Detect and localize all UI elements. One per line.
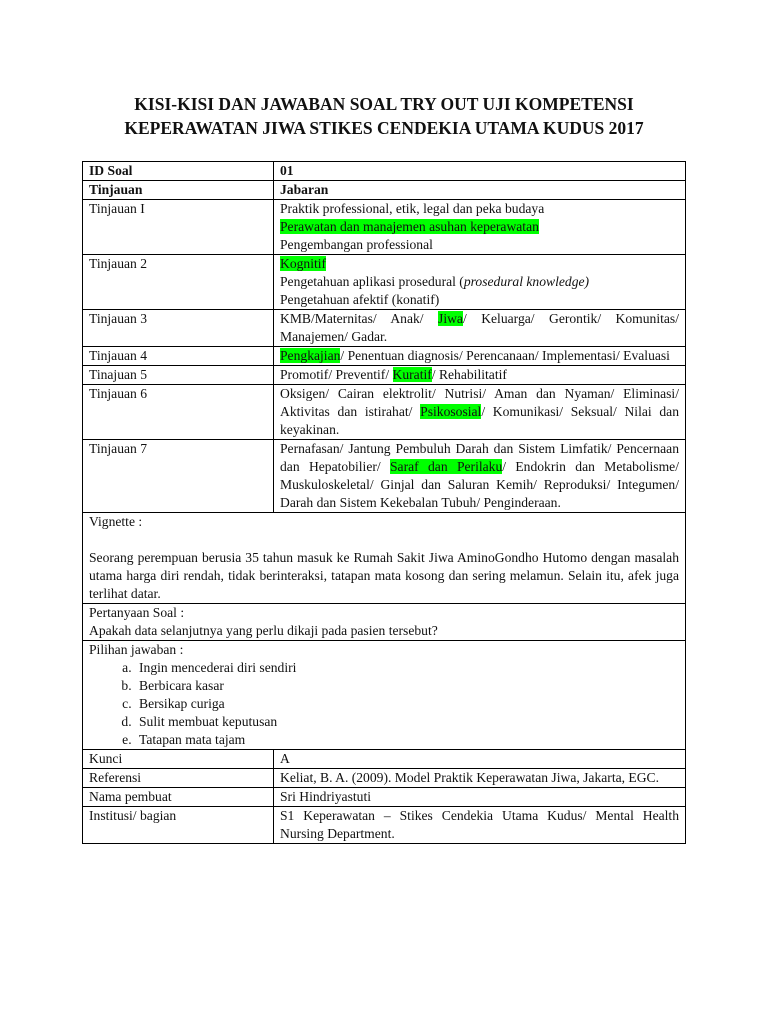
tinjauan-7-label: Tinjauan 7 [83,440,274,513]
id-value: 01 [274,162,686,181]
t7-highlight: Saraf dan Perilaku [390,459,503,474]
tinjauan-2-row [83,255,686,310]
tinjauan-5-row [83,366,686,385]
id-row [83,162,686,181]
tinjauan-2-label: Tinjauan 2 [83,255,274,310]
t6-highlight: Psikososial [420,404,482,419]
pembuat-label: Nama pembuat [83,788,274,807]
choice-item: a. Ingin mencederai diri sendiri [135,659,679,677]
t6-text-post: / Komunikasi/ Seksual/ Nilai dan keyakinan. [280,404,680,437]
document-title [0,92,768,140]
header-row [83,181,686,200]
t2-line-2-text: Pengetahuan aplikasi prosedural ( [280,274,464,289]
tinjauan-2-content [274,255,686,310]
institusi-label: Institusi/ bagian [83,807,274,844]
tinjauan-4-label: Tinjauan 4 [83,347,274,366]
t4-text-post: / Penentuan diagnosis/ Perencanaan/ Implementasi/ Evaluasi [340,348,670,363]
question-label: Pertanyaan Soal : [89,605,185,620]
tinjauan-3-content [274,310,686,347]
t5-highlight: Kuratif [392,367,432,382]
tinjauan-4-row [83,347,686,366]
referensi-row [83,769,686,788]
tinjauan-1-row [83,200,686,255]
tinjauan-4-content [274,347,686,366]
pembuat-row [83,788,686,807]
kunci-value: A [274,750,686,769]
header-tinjauan: Tinjauan [83,181,274,200]
question-cell [83,604,686,641]
pembuat-value: Sri Hindriyastuti [274,788,686,807]
tinjauan-3-label: Tinjauan 3 [83,310,274,347]
title-line-1: KISI-KISI DAN JAWABAN SOAL TRY OUT UJI KOMPETENSI [134,94,634,114]
choices-list [89,659,679,749]
tinjauan-6-row [83,385,686,440]
t6-text-pre: Oksigen/ Cairan elektrolit/ Nutrisi/ Aman dan Nyaman/ Eliminasi/ Aktivitas dan istirahat/ [280,386,679,419]
tinjauan-1-content [274,200,686,255]
institusi-value: S1 Keperawatan – Stikes Cendekia Utama Kudus/ Mental Health Nursing Department. [274,807,686,844]
t5-text-post: / Rehabilitatif [431,367,507,382]
tinjauan-6-label: Tinjauan 6 [83,385,274,440]
institusi-row [83,807,686,844]
t3-text-post: / Keluarga/ Gerontik/ Komunitas/ Manajemen/ Gadar. [280,311,679,344]
choices-cell [83,641,686,750]
kunci-row [83,750,686,769]
vignette-label: Vignette : [89,514,143,529]
t3-highlight: Jiwa [438,311,463,326]
vignette-cell [83,513,686,604]
t4-highlight: Pengkajian [280,348,341,363]
t2-line-1-highlight: Kognitif [280,256,327,271]
choices-row [83,641,686,750]
vignette-text: Seorang perempuan berusia 35 tahun masuk ke Rumah Sakit Jiwa AminoGondho Hutomo dengan masalah utama harga diri rendah, tidak berinteraksi, tatapan mata kosong dan sering melamun. Selain itu, afek juga terlihat datar. [89,550,679,601]
t7-text-post: / Endokrin dan Metabolisme/ Muskuloskeletal/ Ginjal dan Saluran Kemih/ Reproduksi/ Integumen/ Darah dan Sistem Kekebalan Tubuh/ Penginderaan. [280,459,679,510]
t1-line-1: Praktik professional, etik, legal dan peka budaya [280,201,545,216]
t7-text-pre: Pernafasan/ Jantung Pembuluh Darah dan Sistem Limfatik/ Pencernaan dan Hepatobilier/ [280,441,679,474]
tinjauan-1-label: Tinjauan I [83,200,274,255]
tinjauan-3-row [83,310,686,347]
tinjauan-6-content [274,385,686,440]
tinjauan-7-content [274,440,686,513]
tinjauan-7-row [83,440,686,513]
t3-text-pre: KMB/Maternitas/ Anak/ [280,311,439,326]
choice-item: b. Berbicara kasar [135,677,679,695]
title-line-2: KEPERAWATAN JIWA STIKES CENDEKIA UTAMA KUDUS 2017 [124,118,644,138]
t2-line-3: Pengetahuan afektif (konatif) [280,292,440,307]
t1-line-3: Pengembangan professional [280,237,433,252]
tinjauan-5-content [274,366,686,385]
question-row [83,604,686,641]
t5-text-pre: Promotif/ Preventif/ [280,367,393,382]
choice-item: e. Tatapan mata tajam [135,731,679,749]
t1-line-2-highlight: Perawatan dan manajemen asuhan keperawatan [280,219,539,234]
t2-line-2 [280,273,679,291]
kunci-label: Kunci [83,750,274,769]
vignette-row [83,513,686,604]
question-table [82,161,686,844]
choices-label: Pilihan jawaban : [89,642,184,657]
choice-item: c. Bersikap curiga [135,695,679,713]
referensi-label: Referensi [83,769,274,788]
id-label: ID Soal [83,162,274,181]
header-jabaran: Jabaran [274,181,686,200]
tinjauan-5-label: Tinajuan 5 [83,366,274,385]
choice-item: d. Sulit membuat keputusan [135,713,679,731]
referensi-value: Keliat, B. A. (2009). Model Praktik Keperawatan Jiwa, Jakarta, EGC. [274,769,686,788]
question-text: Apakah data selanjutnya yang perlu dikaji pada pasien tersebut? [89,623,438,638]
t2-line-2-italic: prosedural knowledge) [463,274,590,289]
